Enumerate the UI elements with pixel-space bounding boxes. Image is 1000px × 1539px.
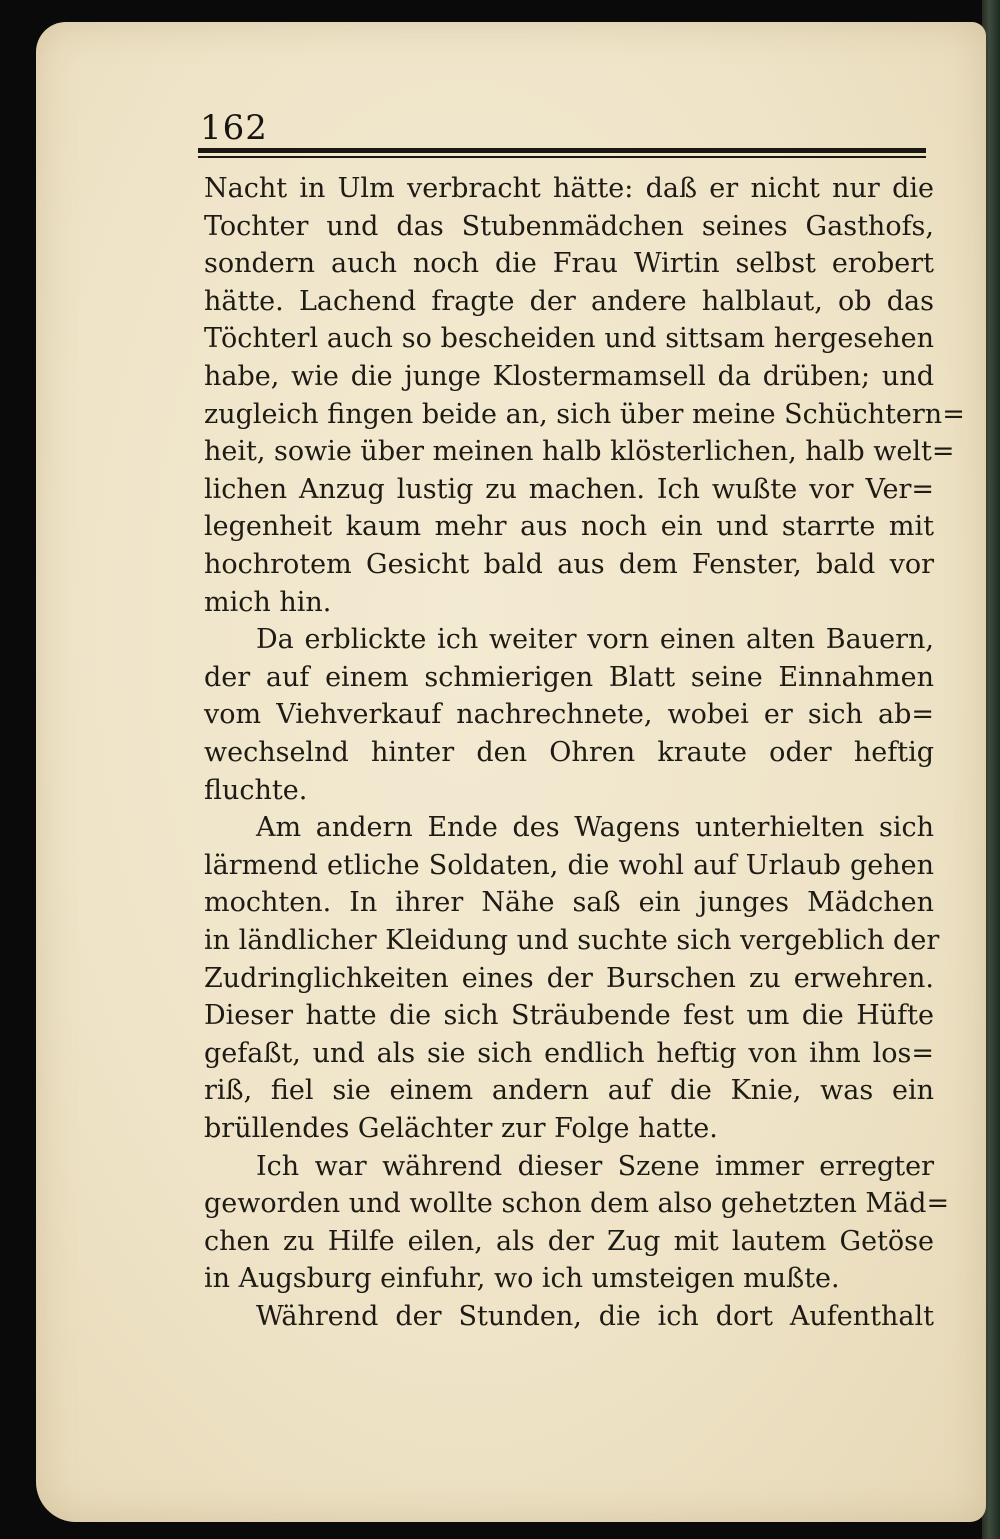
text-line-25: riß, fiel sie einem andern auf die Knie, was ein [204, 1075, 934, 1107]
text-line-10: legenheit kaum mehr aus noch ein und starrte mit [204, 511, 934, 543]
text-line-7: zugleich fingen beide an, sich über meine Schüchtern= [204, 398, 965, 430]
page-number: 162 [200, 108, 268, 148]
text-line-11: hochrotem Gesicht bald aus dem Fenster, bald vor [204, 549, 934, 580]
text-line-20: mochten. In ihrer Nähe saß ein junges Mädchen [204, 887, 934, 919]
text-line-3: sondern auch noch die Frau Wirtin selbst erobert [204, 248, 934, 280]
text-line-17: fluchte. [204, 774, 308, 806]
text-line-27: Ich war während dieser Szene immer erregter [256, 1150, 934, 1182]
text-line-26: brüllendes Gelächter zur Folge hatte. [204, 1113, 718, 1144]
text-line-2: Tochter und das Stubenmädchen seines Gasthofs, [204, 210, 934, 242]
text-line-1: Nacht in Ulm verbracht hätte: daß er nicht nur die [204, 173, 934, 204]
text-line-29: chen zu Hilfe eilen, als der Zug mit lautem Getöse [204, 1225, 934, 1257]
text-line-19: lärmend etliche Soldaten, die wohl auf Urlaub gehen [204, 849, 934, 881]
text-line-4: hätte. Lachend fragte der andere halblaut, ob das [204, 285, 934, 317]
text-line-23: Dieser hatte die sich Sträubende fest um die Hüfte [204, 1000, 934, 1032]
text-line-21: in ländlicher Kleidung und suchte sich vergeblich der [204, 925, 940, 956]
text-line-13: Da erblickte ich weiter vorn einen alten Bauern, [256, 624, 934, 656]
text-line-12: mich hin. [204, 586, 332, 618]
text-line-9: lichen Anzug lustig zu machen. Ich wußte vor Ver= [204, 473, 934, 505]
text-line-5: Töchterl auch so bescheiden und sittsam hergesehen [204, 323, 934, 355]
text-line-14: der auf einem schmierigen Blatt seine Einnahmen [204, 661, 934, 693]
text-line-6: habe, wie die junge Klostermamsell da drüben; und [204, 361, 934, 392]
body-text [204, 170, 965, 1370]
text-line-15: vom Viehverkauf nachrechnete, wobei er sich ab= [204, 699, 934, 731]
text-line-16: wechselnd hinter den Ohren kraute oder heftig [204, 737, 934, 768]
text-line-8: heit, sowie über meinen halb klösterlichen, halb welt= [204, 436, 955, 468]
text-line-31: Während der Stunden, die ich dort Aufenthalt [256, 1301, 934, 1332]
text-line-22: Zudringlichkeiten eines der Burschen zu erwehren. [204, 962, 934, 994]
text-line-24: gefaßt, und als sie sich endlich heftig von ihm los= [204, 1037, 934, 1069]
text-line-30: in Augsburg einfuhr, wo ich umsteigen mußte. [204, 1263, 840, 1295]
text-line-18: Am andern Ende des Wagens unterhielten sich [256, 812, 934, 844]
header-rule-thin [198, 156, 926, 158]
header-rule-thick [198, 148, 926, 153]
text-line-28: geworden und wollte schon dem also gehetzten Mäd= [204, 1188, 950, 1220]
